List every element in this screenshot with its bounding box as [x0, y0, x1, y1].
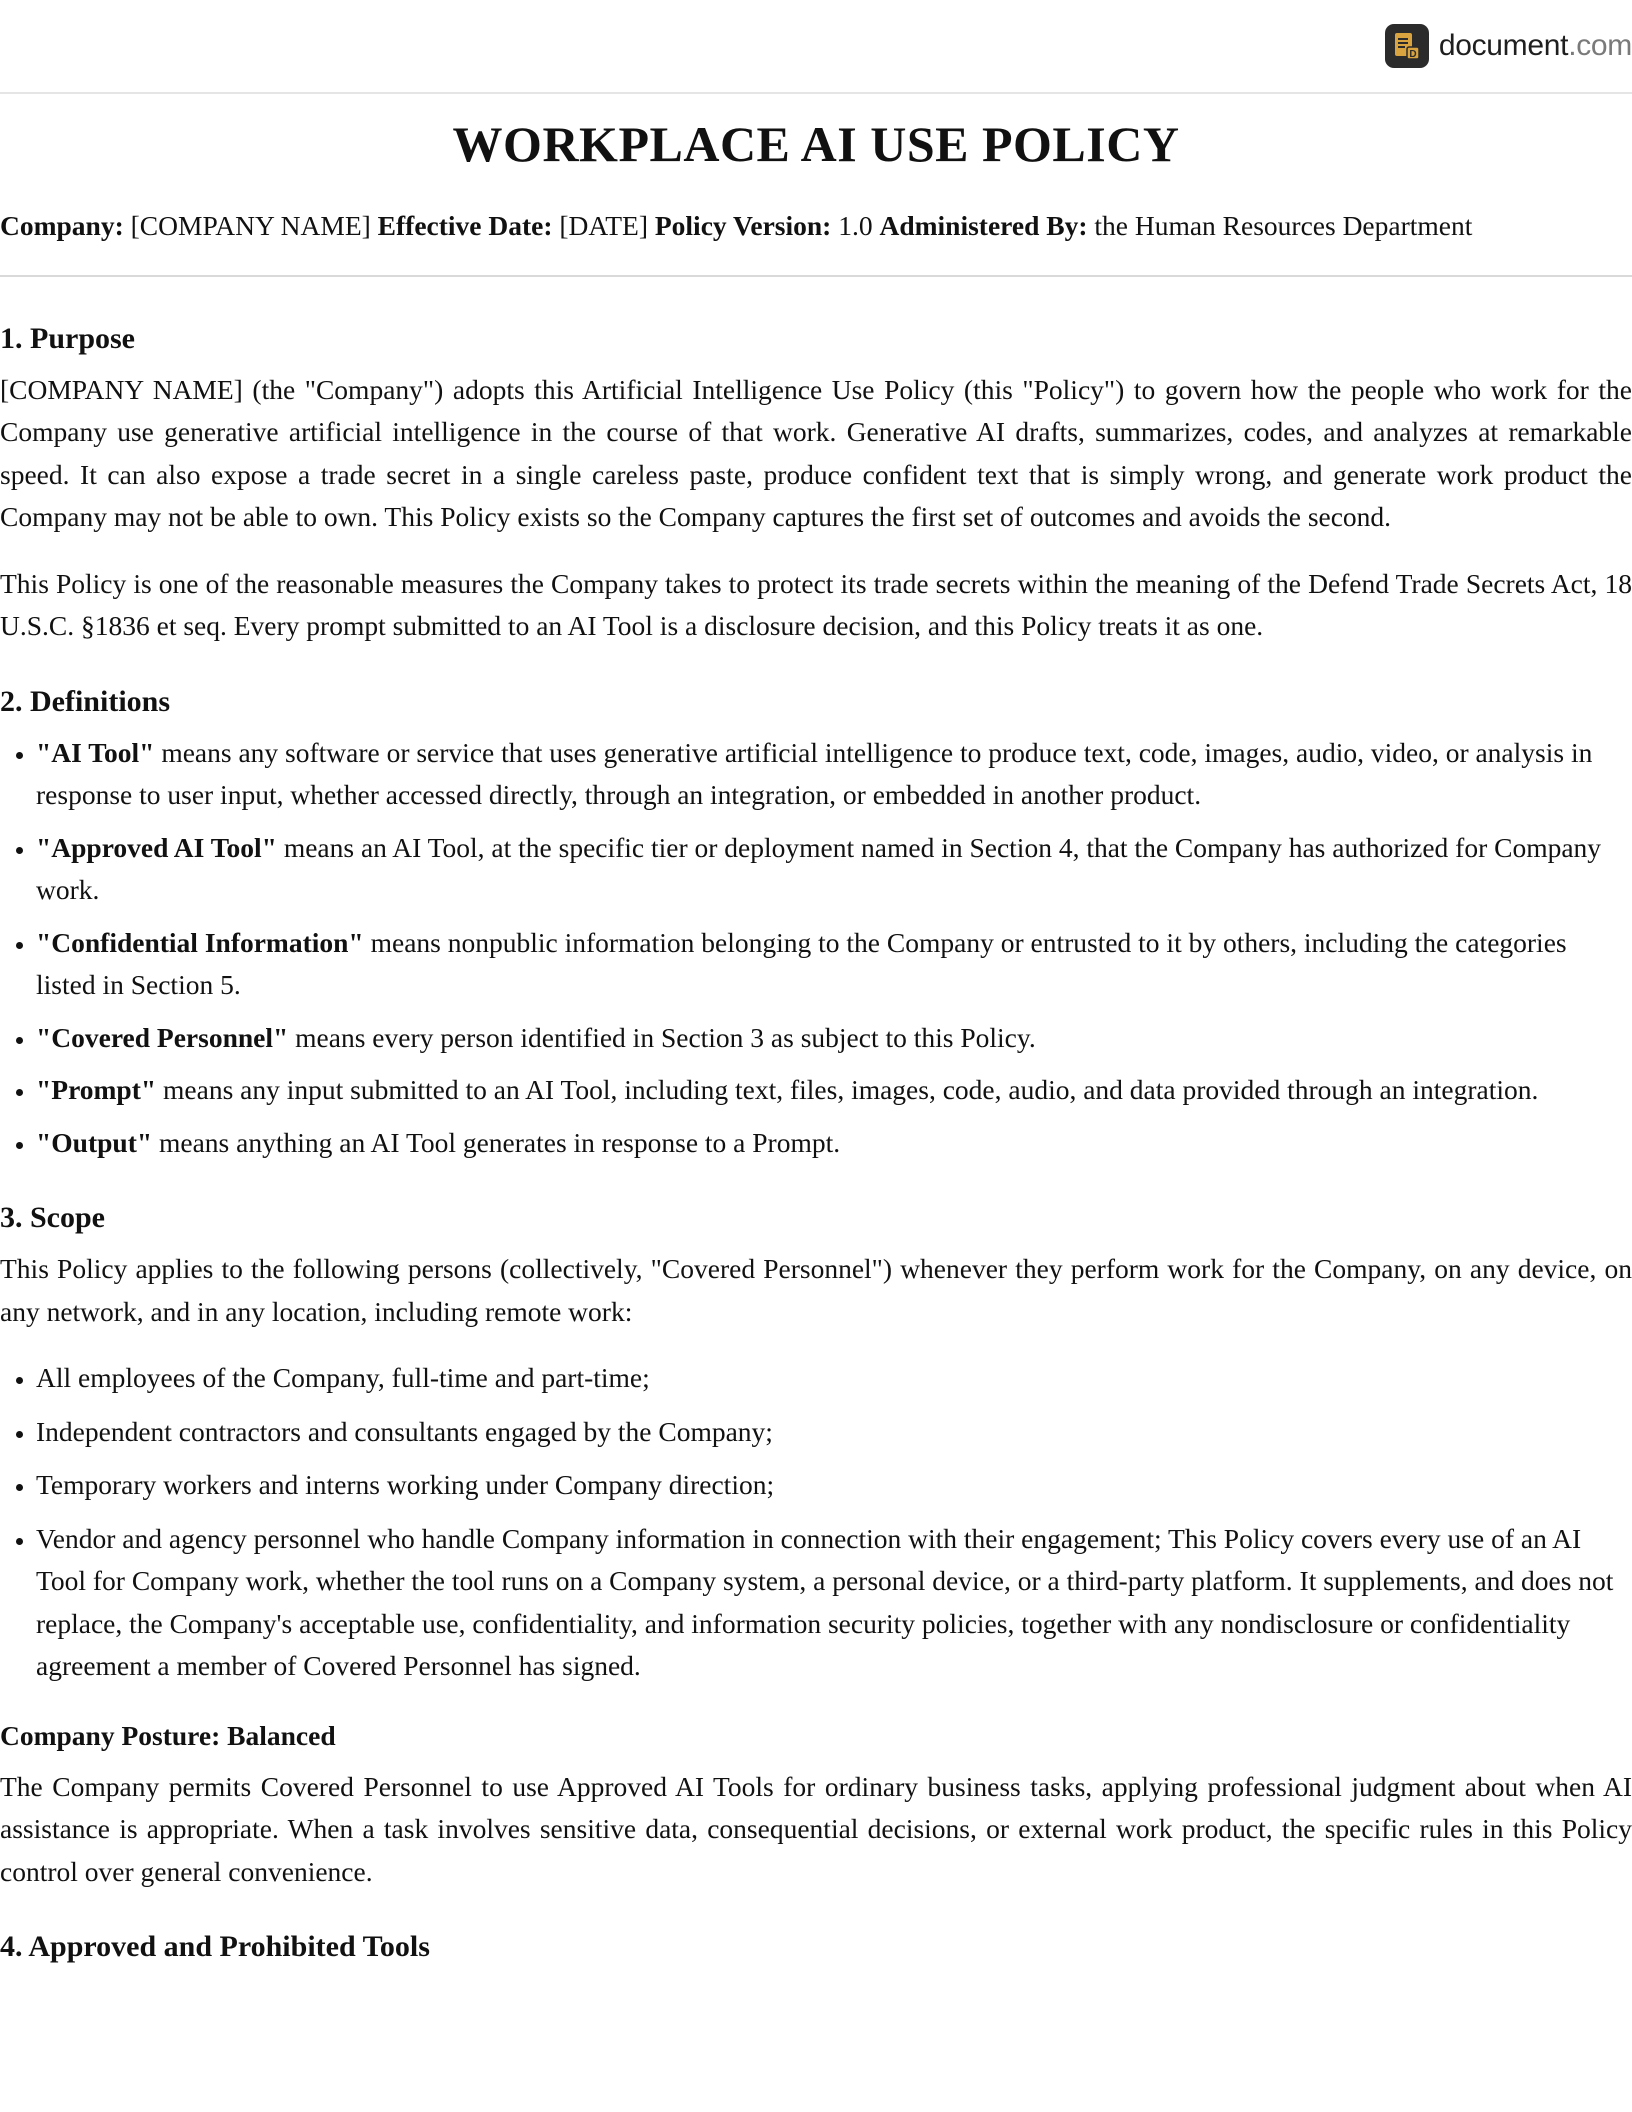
site-header	[0, 0, 1632, 94]
definition-text: means an AI Tool, at the specific tier or deployment named in Section 4, that the Company has authorized for Company work.	[36, 831, 1602, 906]
definition-term: "AI Tool"	[36, 736, 155, 768]
brand-tld: .com	[1568, 29, 1632, 62]
administered-by-label: Administered By:	[879, 210, 1088, 241]
scope-item: • Temporary workers and interns working under Company direction;	[36, 1464, 1632, 1507]
definition-term: "Prompt"	[36, 1074, 157, 1106]
section-heading-definitions: 2. Definitions	[0, 684, 171, 718]
section-heading-scope: 3. Scope	[0, 1201, 105, 1235]
document-title: WORKPLACE AI USE POLICY	[452, 116, 1180, 172]
effective-date-label: Effective Date:	[377, 210, 553, 241]
section-heading-purpose: 1. Purpose	[0, 321, 135, 355]
definition-item	[36, 732, 1632, 817]
document-meta	[0, 208, 1632, 244]
definition-item	[36, 827, 1632, 912]
policy-version-value: 1.0	[838, 210, 873, 241]
definition-item	[36, 1017, 1632, 1060]
section-heading-approved-tools: 4. Approved and Prohibited Tools	[0, 1930, 430, 1963]
definition-item	[36, 922, 1632, 1007]
scope-item: • Vendor and agency personnel who handle Company information in connection with their engagement; This Policy covers every use of an AI Tool for Company work, whether the tool runs on a Company system, a personal device, or a third-party platform. It supplements, and does not replace, the Company's acceptable use, confidentiality, and information security policies, together with any nondisclosure or confidentiality agreement a member of Covered Personnel has signed.	[36, 1518, 1632, 1688]
company-value: [COMPANY NAME]	[130, 210, 371, 241]
definition-text: means anything an AI Tool generates in response to a Prompt.	[152, 1126, 841, 1158]
definition-text: means nonpublic information belonging to the Company or entrusted to it by others, including the categories listed in Section 5.	[36, 926, 1567, 1001]
definition-text: means any input submitted to an AI Tool, including text, files, images, code, audio, and data provided through an integration.	[156, 1074, 1539, 1106]
definition-text: means any software or service that uses generative artificial intelligence to produce text, code, images, audio, video, or analysis in response to user input, whether accessed directly, through an integration, or embedded in another product.	[36, 736, 1593, 811]
definition-term: "Approved AI Tool"	[36, 831, 277, 863]
scope-item: • All employees of the Company, full-time and part-time;	[36, 1357, 1632, 1400]
svg-text:D: D	[1409, 49, 1417, 60]
brand-wordmark	[1439, 29, 1632, 63]
effective-date-value: [DATE]	[559, 210, 648, 241]
policy-version-label: Policy Version:	[654, 210, 832, 241]
definition-term: "Covered Personnel"	[36, 1021, 289, 1053]
definition-term: "Confidential Information"	[36, 926, 364, 958]
document-logo-icon	[1385, 24, 1429, 68]
scope-list	[0, 1357, 1632, 1688]
company-posture-text: The Company permits Covered Personnel to use Approved AI Tools for ordinary business tasks, applying professional judgment about when AI assistance is appropriate. When a task involves sensitive data, consequential decisions, or external work product, the specific rules in this Policy control over general convenience.	[0, 1770, 1632, 1887]
scope-intro: This Policy applies to the following persons (collectively, "Covered Personnel") whenever they perform work for the Company, on any device, on any network, and in any location, including remote work:	[0, 1253, 1632, 1327]
definition-term: "Output"	[36, 1126, 153, 1158]
definition-item	[36, 1122, 1632, 1165]
company-label: Company:	[0, 210, 124, 241]
scope-item: • Independent contractors and consultants engaged by the Company;	[36, 1411, 1632, 1454]
company-posture-heading: Company Posture: Balanced	[0, 1719, 336, 1751]
brand-name: document	[1438, 29, 1569, 62]
document-body	[0, 114, 1632, 1966]
definitions-list	[0, 732, 1632, 1165]
administered-by-value: the Human Resources Department	[1094, 210, 1473, 241]
definition-item	[36, 1069, 1632, 1112]
purpose-paragraph-1: [COMPANY NAME] (the "Company") adopts this Artificial Intelligence Use Policy (this "Policy") to govern how the people who work for the Company use generative artificial intelligence in the course of that work. Generative AI drafts, summarizes, codes, and analyzes at remarkable speed. It can also expose a trade secret in a single careless paste, produce confident text that is simply wrong, and generate work product the Company may not be able to own. This Policy exists so the Company captures the first set of outcomes and avoids the second.	[0, 373, 1632, 533]
brand-logo[interactable]	[1385, 24, 1632, 68]
meta-divider	[0, 275, 1632, 277]
purpose-paragraph-2: This Policy is one of the reasonable measures the Company takes to protect its trade secrets within the meaning of the Defend Trade Secrets Act, 18 U.S.C. §1836 et seq. Every prompt submitted to an AI Tool is a disclosure decision, and this Policy treats it as one.	[0, 567, 1632, 642]
definition-text: means every person identified in Section 3 as subject to this Policy.	[288, 1021, 1036, 1053]
